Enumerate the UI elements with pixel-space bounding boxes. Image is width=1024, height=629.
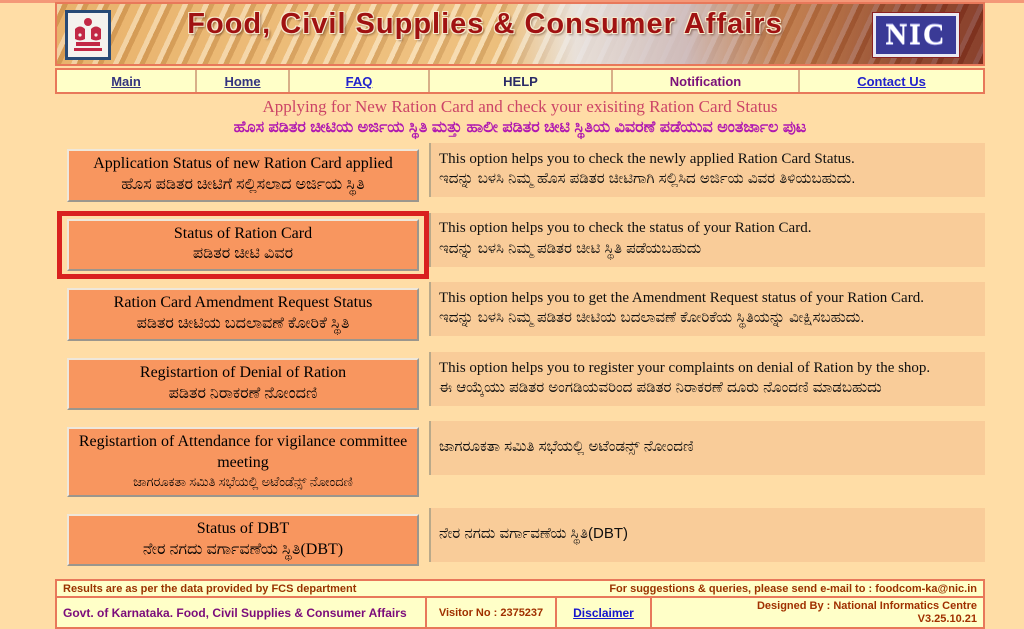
registration-denial-of-ration-button[interactable]: Registartion of Denial of Ration ಪಡಿತರ ನಿರಾಕರಣೆ ನೋಂದಣಿ [67, 358, 419, 411]
footer-note-bar [55, 579, 985, 598]
govt-line: Govt. of Karnataka. Food, Civil Supplies & Consumer Affairs [57, 598, 427, 627]
intro-kannada-line: ಹೊಸ ಪಡಿತರ ಚೀಟಿಯ ಅರ್ಜಿಯ ಸ್ಥಿತಿ ಮತ್ತು ಹಾಲೀ ಪಡಿತರ ಚೀಟಿ ಸ್ಥಿತಿಯ ವಿವರಣೆ ಪಡೆಯುವ ಅಂತರ್ಜಾಲ ಪುಟ [233, 119, 807, 136]
option-row-status-of-ration-card [55, 211, 985, 280]
page-title: Food, Civil Supplies & Consumer Affairs [187, 8, 783, 40]
option-row-vigilance-attendance [55, 419, 985, 504]
option-description: This option helps you to register your complaints on denial of Ration by the shop. ಈ ಆಯ್ಕೆಯು ಪಡಿತರ ಅಂಗಡಿಯವರಿಂದ ಪಡಿತರ ನಿರಾಕರಣೆ ದೂರು ನೊಂದಣಿ ಮಾಡಬಹುದು [429, 352, 985, 406]
option-description: ನೇರ ನಗದು ವರ್ಗಾವಣೆಯ ಸ್ಥಿತಿ(DBT) [429, 508, 985, 562]
nav-item-help[interactable]: HELP [430, 70, 613, 92]
option-row-amendment-request [55, 280, 985, 349]
version-line: V3.25.10.21 [917, 612, 977, 625]
option-row-status-of-dbt [55, 506, 985, 575]
option-row-application-status [55, 141, 985, 210]
nav-item-main[interactable]: Main [57, 70, 197, 92]
option-description: This option helps you to check the status of your Ration Card. ಇದನ್ನು ಬಳಸಿ ನಿಮ್ಮ ಪಡಿತರ ಚೀಟಿ ಸ್ಥಿತಿ ಪಡೆಯಬಹುದು [429, 213, 985, 267]
option-description: This option helps you to check the newly applied Ration Card Status. ಇದನ್ನು ಬಳಸಿ ನಿಮ್ಮ ಹೊಸ ಪಡಿತರ ಚೀಟಿಗಾಗಿ ಸಲ್ಲಿಸಿದ ಅರ್ಜಿಯ ವಿವರ ತಿಳಿಯಬಹುದು. [429, 143, 985, 197]
intro-english-line: Applying for New Ration Card and check your exisiting Ration Card Status [262, 97, 778, 116]
page-container [55, 2, 985, 629]
status-of-ration-card-button[interactable]: Status of Ration Card ಪಡಿತರ ಚೀಟಿ ವಿವರ [67, 219, 419, 272]
nav-item-contact-us[interactable]: Contact Us [857, 73, 926, 89]
visitor-counter: Visitor No : 2375237 [427, 598, 557, 627]
disclaimer-cell [557, 598, 652, 627]
status-of-dbt-button[interactable]: Status of DBT ನೇರ ನಗದು ವರ್ಗಾವಣೆಯ ಸ್ಥಿತಿ(DBT) [67, 514, 419, 567]
disclaimer-link[interactable]: Disclaimer [573, 605, 634, 620]
option-description: ಜಾಗರೂಕತಾ ಸಮಿತಿ ಸಭೆಯಲ್ಲಿ ಅಟೆಂಡನ್ಸ್ ನೋಂದಣಿ [429, 421, 985, 475]
designed-by-cell [652, 598, 983, 627]
results-note: Results are as per the data provided by FCS department [63, 582, 357, 595]
button-frame [57, 141, 429, 210]
nav-item-notification[interactable]: Notification [613, 70, 800, 92]
option-description: This option helps you to get the Amendment Request status of your Ration Card. ಇದನ್ನು ಬಳಸಿ ನಿಮ್ಮ ಪಡಿತರ ಚೀಟಿಯ ಬದಲಾವಣೆ ಕೋರಿಕೆಯ ಸ್ಥಿತಿಯನ್ನು ವೀಕ್ಷಿಸಬಹುದು. [429, 282, 985, 336]
designed-by-line: Designed By : National Informatics Centre [756, 599, 977, 612]
nav-item-home[interactable]: Home [197, 70, 290, 92]
intro-section [55, 94, 985, 137]
option-row-denial-of-ration [55, 350, 985, 419]
nic-logo-text: NIC [885, 18, 947, 51]
application-status-new-ration-card-button[interactable]: Application Status of new Ration Card applied ಹೊಸ ಪಡಿತರ ಚೀಟಿಗೆ ಸಲ್ಲಿಸಲಾದ ಅರ್ಜಿಯ ಸ್ಥಿತಿ [67, 149, 419, 202]
footer-info-bar [55, 598, 985, 629]
button-frame [57, 419, 429, 504]
options-list [55, 141, 985, 574]
button-frame [57, 280, 429, 349]
button-frame [57, 506, 429, 575]
ration-card-amendment-request-status-button[interactable]: Ration Card Amendment Request Status ಪಡಿತರ ಚೀಟಿಯ ಬದಲಾವಣೆ ಕೋರಿಕೆ ಸ್ಥಿತಿ [67, 288, 419, 341]
suggestions-note: For suggestions & queries, please send e-mail to : foodcom-ka@nic.in [609, 582, 977, 595]
highlight-box [57, 211, 429, 280]
header-banner [55, 2, 985, 66]
button-frame [57, 350, 429, 419]
nav-item-faq[interactable]: FAQ [290, 70, 430, 92]
nic-logo [873, 13, 959, 57]
main-navigation [55, 68, 985, 94]
registration-attendance-vigilance-button[interactable]: Registartion of Attendance for vigilance committee meeting ಜಾಗರೂಕತಾ ಸಮಿತಿ ಸಭೆಯಲ್ಲಿ ಅಟೆಂಡೆನ್ಸ್ ನೋಂದಣಿ [67, 427, 419, 496]
